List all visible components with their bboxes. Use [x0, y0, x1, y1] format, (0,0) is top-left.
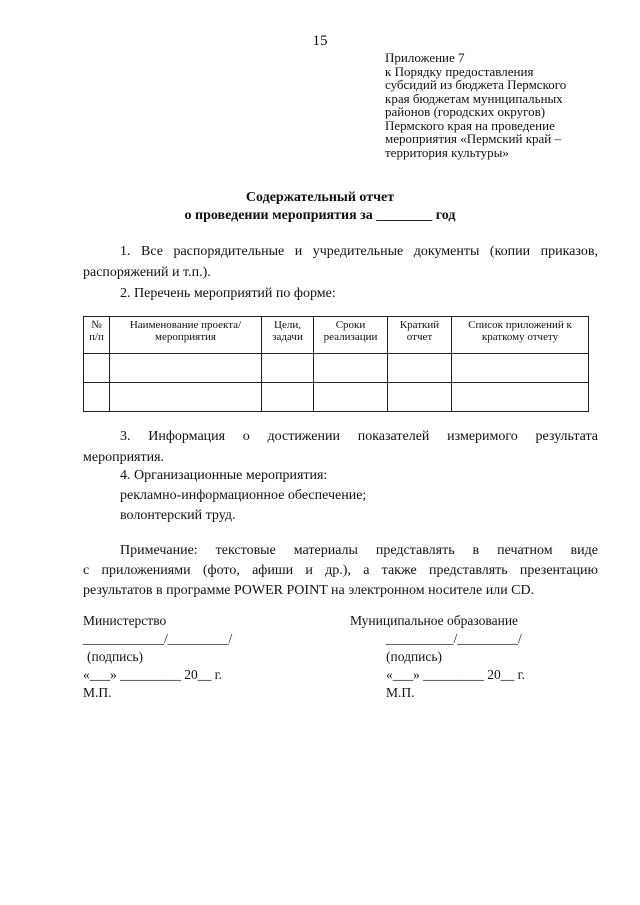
stamp-label: М.П. — [83, 685, 112, 700]
item-4-sub-1: рекламно-информационное обеспечение; — [120, 488, 367, 503]
note-line-1: Примечание: текстовые материалы представлять в печатном виде — [120, 543, 598, 558]
table-cell — [110, 354, 262, 383]
signature-line: ____________/_________/ — [83, 631, 233, 646]
appendix-header — [385, 51, 625, 159]
table-header-cell: Краткий отчет — [388, 317, 452, 354]
table-header-cell: № п/п — [84, 317, 110, 354]
appendix-line: Пермского края на проведение — [385, 117, 555, 133]
stamp-label: М.П. — [386, 685, 415, 700]
table-cell — [388, 383, 452, 412]
appendix-line: субсидий из бюджета Пермского — [385, 77, 567, 92]
note-line-2: с приложениями (фото, афиши и др.), а также представлять презентацию — [83, 563, 598, 578]
appendix-line: территория культуры» — [385, 144, 509, 160]
date-line: «___» _________ 20__ г. — [386, 667, 526, 682]
table-header-cell: Наименование проекта/мероприятия — [110, 317, 262, 354]
table-cell — [314, 383, 388, 412]
item-1-line-1: 1. Все распорядительные и учредительные документы (копии приказов, — [120, 244, 598, 259]
table-header-cell: Сроки реализации — [314, 317, 388, 354]
table-cell — [452, 383, 589, 412]
page-number: 15 — [312, 33, 328, 49]
appendix-line: мероприятия «Пермский край – — [385, 131, 561, 146]
table-header-cell: Список приложений к краткому отчету — [452, 317, 589, 354]
table-cell — [388, 354, 452, 383]
table-row — [84, 383, 589, 412]
signature-caption: (подпись) — [386, 649, 443, 664]
table-cell — [262, 383, 314, 412]
table-cell — [452, 354, 589, 383]
item-4-sub-2: волонтерский труд. — [120, 508, 236, 523]
org-name: Муниципальное образование — [350, 613, 519, 628]
appendix-line: Приложение 7 — [385, 50, 465, 65]
table-cell — [110, 383, 262, 412]
item-3-line-1: 3. Информация о достижении показателей измеримого результата — [120, 429, 598, 444]
table-header-cell: Цели, задачи — [262, 317, 314, 354]
org-name: Министерство — [83, 613, 167, 628]
table-cell — [84, 354, 110, 383]
table-cell — [84, 383, 110, 412]
appendix-line: к Порядку предоставления — [385, 63, 534, 79]
item-4: 4. Организационные мероприятия: — [120, 468, 328, 483]
item-3-line-2: мероприятия. — [83, 450, 165, 465]
signature-caption: (подпись) — [87, 649, 144, 664]
item-2: 2. Перечень мероприятий по форме: — [120, 286, 336, 301]
events-table — [83, 316, 589, 412]
date-line: «___» _________ 20__ г. — [83, 667, 223, 682]
report-subtitle: о проведении мероприятия за ________ год — [184, 208, 456, 223]
item-1-line-2: распоряжений и т.п.). — [83, 265, 211, 280]
table-header-row — [84, 317, 589, 354]
table-cell — [262, 354, 314, 383]
signature-block-ministry — [83, 612, 313, 702]
table-row — [84, 354, 589, 383]
report-title: Содержательный отчет — [245, 190, 395, 205]
appendix-line: районов (городских округов) — [385, 104, 546, 119]
signature-line: __________/_________/ — [386, 631, 522, 646]
note-line-3: результатов в программе POWER POINT на электронном носителе или CD. — [83, 583, 535, 598]
appendix-line: края бюджетам муниципальных — [385, 90, 563, 106]
table-cell — [314, 354, 388, 383]
signature-block-municipality — [350, 612, 600, 702]
